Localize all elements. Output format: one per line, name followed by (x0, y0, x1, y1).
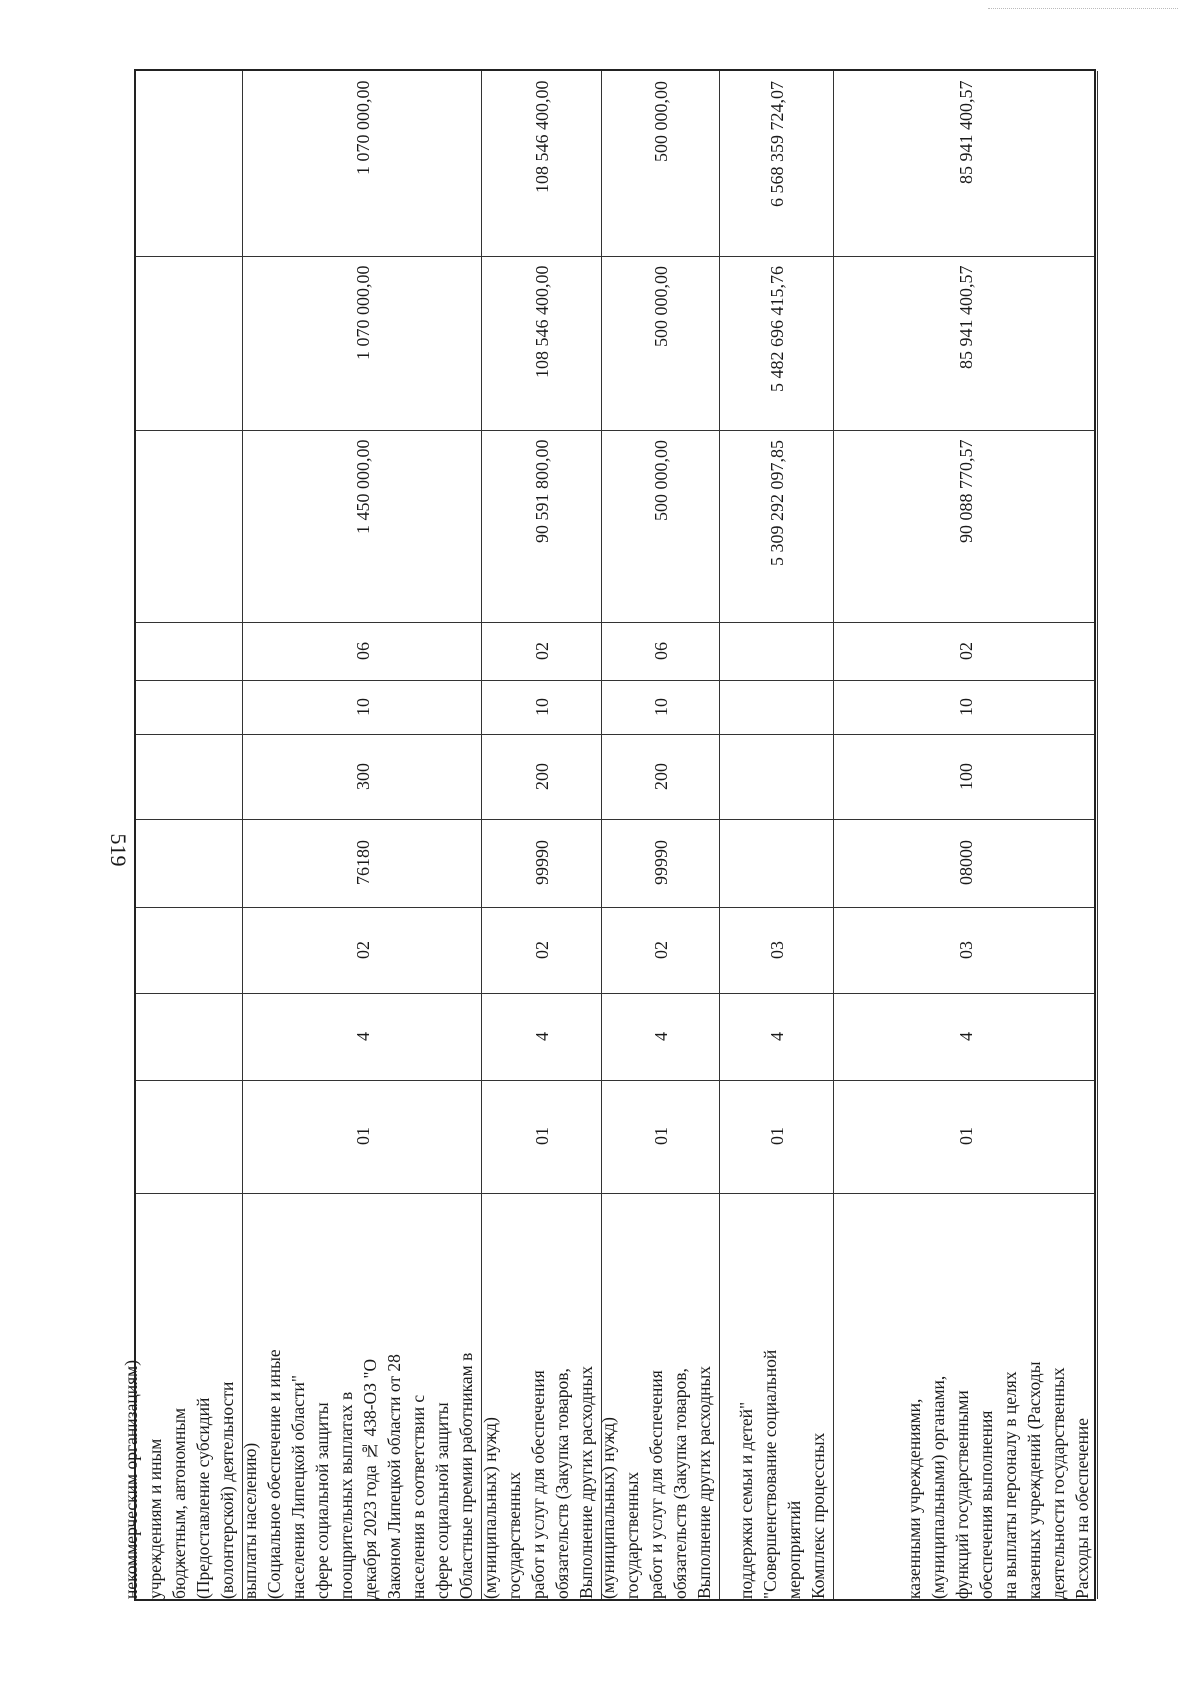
code-cell: 01 (352, 1127, 373, 1146)
row-description: Расходы на обеспечение деятельности государственных казенных учреждений (Расходы на выплаты персоналу в целях обеспечения выполнения функций государственными (муниципальными) органами, казенными учреждениями, (904, 1361, 1092, 1599)
code-cell: 76180 (352, 840, 373, 886)
amount-cell: 1 070 000,00 (352, 266, 373, 361)
code-cell: 02 (532, 642, 552, 660)
code-cell: 03 (767, 941, 787, 959)
amount-cell: 5 482 696 415,76 (767, 266, 787, 392)
code-cell (179, 744, 201, 809)
code-cell: 100 (956, 763, 976, 790)
row-description: Комплекс процессных мероприятий "Совершенствование социальной поддержки семьи и детей" (736, 1349, 828, 1599)
code-cell: 06 (352, 642, 373, 660)
amount-cell (179, 440, 201, 612)
code-cell (179, 917, 201, 983)
code-cell: 02 (352, 941, 373, 959)
code-cell (766, 632, 788, 670)
code-cell: 4 (767, 1032, 787, 1041)
code-cell: 99990 (651, 840, 671, 886)
code-cell: 4 (651, 1032, 671, 1041)
amount-cell: 5 309 292 097,85 (767, 440, 787, 566)
code-cell: 10 (956, 698, 976, 716)
scan-artifact (988, 8, 1178, 10)
code-cell: 4 (532, 1032, 552, 1041)
code-cell: 01 (651, 1127, 671, 1146)
code-cell: 4 (352, 1032, 373, 1041)
code-cell (179, 829, 201, 897)
amount-cell: 85 941 400,57 (956, 266, 976, 370)
amount-cell: 90 088 770,57 (956, 440, 976, 544)
amount-cell: 108 546 400,00 (532, 81, 552, 194)
code-cell: 01 (956, 1127, 976, 1146)
code-cell (179, 1090, 201, 1183)
page-number: 519 (106, 833, 131, 867)
code-cell (766, 829, 788, 897)
code-cell: 01 (767, 1127, 787, 1146)
amount-cell: 85 941 400,57 (956, 81, 976, 185)
code-cell (179, 1003, 201, 1070)
code-cell: 10 (352, 698, 373, 716)
amount-cell (179, 266, 201, 420)
code-cell (766, 744, 788, 809)
amount-cell: 500 000,00 (651, 266, 671, 347)
code-cell: 03 (956, 941, 976, 959)
code-cell: 01 (532, 1127, 552, 1146)
code-cell: 02 (956, 642, 976, 660)
amount-cell: 1 070 000,00 (352, 81, 373, 176)
amount-cell: 6 568 359 724,07 (767, 81, 787, 207)
row-description: (волонтерской) деятельности (Предоставление субсидий бюджетным, автономным учреждениям и иным некоммерческим организациям) (121, 1359, 237, 1599)
code-cell: 06 (651, 642, 671, 660)
code-cell (179, 632, 201, 670)
code-cell: 99990 (532, 840, 552, 886)
amount-cell: 108 546 400,00 (532, 266, 552, 379)
row-description: Выполнение других расходных обязательств (Закупка товаров, работ и услуг для обеспечения государственных (муниципальных) нужд) (480, 1365, 596, 1599)
budget-table (121, 69, 1096, 1601)
code-cell: 10 (532, 698, 552, 716)
row-description: Выполнение других расходных обязательств (Закупка товаров, работ и услуг для обеспечения государственных (муниципальных) нужд) (598, 1365, 714, 1599)
code-cell (179, 690, 201, 724)
amount-cell: 1 450 000,00 (352, 440, 373, 535)
code-cell: 200 (532, 763, 552, 790)
code-cell: 200 (651, 763, 671, 790)
code-cell: 02 (651, 941, 671, 959)
code-cell: 02 (532, 941, 552, 959)
amount-cell (179, 81, 201, 246)
amount-cell: 500 000,00 (651, 81, 671, 162)
code-cell: 4 (956, 1032, 976, 1041)
code-cell: 08000 (956, 840, 976, 886)
amount-cell: 90 591 800,00 (532, 440, 552, 544)
code-cell (766, 690, 788, 724)
code-cell: 300 (352, 763, 373, 790)
amount-cell: 500 000,00 (651, 440, 671, 521)
code-cell: 10 (651, 698, 671, 716)
row-description: Областные премии работникам в сфере социальной защиты населения в соответствии с Законом Липецкой области от 28 декабря 2023 года № 438-ОЗ "О поощрительных выплатах в сфере социальной защиты населения Липецкой области" (Социальное обеспечение и иные выплаты населению) (240, 1349, 476, 1599)
